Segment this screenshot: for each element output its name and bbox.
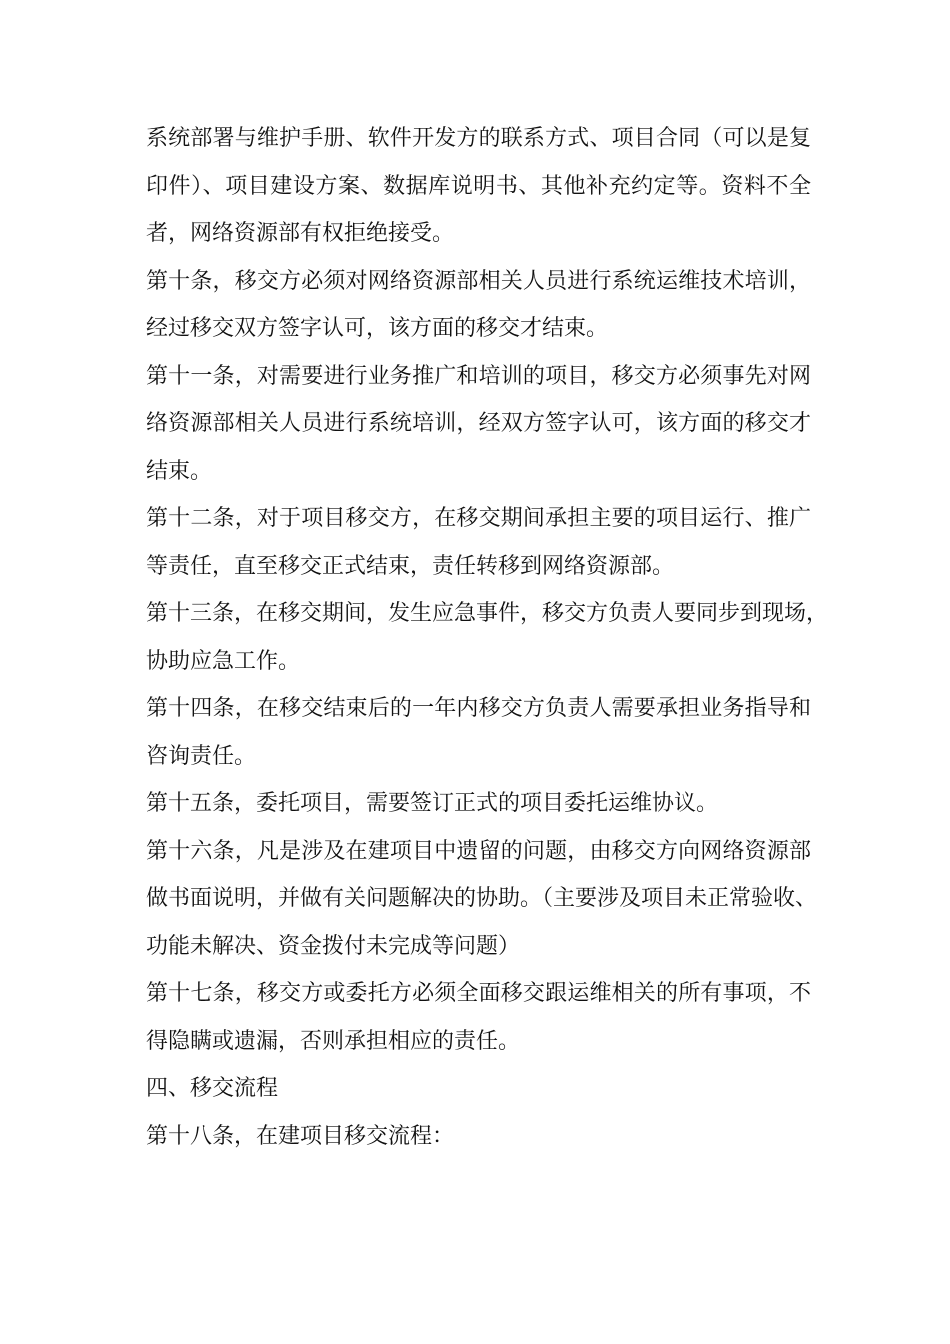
paragraph-line: 第十一条，对需要进行业务推广和培训的项目，移交方必须事先对网	[146, 363, 811, 389]
paragraph-line: 第十六条，凡是涉及在建项目中遗留的问题，由移交方向网络资源部	[146, 838, 811, 864]
paragraph-line: 经过移交双方签字认可，该方面的移交才结束。	[146, 316, 609, 341]
paragraph-line: 功能未解决、资金拨付未完成等问题）	[146, 933, 521, 959]
paragraph-line: 印件）、项目建设方案、数据库说明书、其他补充约定等。资料不全	[146, 173, 811, 199]
paragraph-line: 第十二条，对于项目移交方，在移交期间承担主要的项目运行、推广	[146, 506, 811, 531]
paragraph-line: 协助应急工作。	[146, 648, 301, 674]
paragraph-line: 第十条，移交方必须对网络资源部相关人员进行系统运维技术培训，	[146, 268, 811, 294]
paragraph-line: 第十八条，在建项目移交流程：	[146, 1123, 455, 1149]
paragraph-line: 第十四条，在移交结束后的一年内移交方负责人需要承担业务指导和	[146, 696, 811, 721]
paragraph-line: 者，网络资源部有权拒绝接受。	[146, 221, 455, 246]
section-heading: 四、移交流程	[146, 1076, 279, 1101]
paragraph-line: 第十五条，委托项目，需要签订正式的项目委托运维协议。	[146, 791, 719, 816]
paragraph-line: 系统部署与维护手册、软件开发方的联系方式、项目合同（可以是复	[146, 126, 811, 151]
paragraph-line: 络资源部相关人员进行系统培训，经双方签字认可，该方面的移交才	[146, 411, 811, 436]
paragraph-line: 咨询责任。	[146, 743, 257, 769]
document-body	[146, 115, 829, 1160]
paragraph-line: 得隐瞒或遗漏，否则承担相应的责任。	[146, 1028, 521, 1054]
paragraph-line: 第十三条，在移交期间，发生应急事件，移交方负责人要同步到现场，	[146, 601, 829, 626]
paragraph-line: 结束。	[146, 458, 213, 484]
paragraph-line: 等责任，直至移交正式结束，责任转移到网络资源部。	[146, 553, 675, 579]
paragraph-line: 第十七条，移交方或委托方必须全面移交跟运维相关的所有事项，不	[146, 981, 811, 1006]
paragraph-line: 做书面说明，并做有关问题解决的协助。（主要涉及项目未正常验收、	[146, 886, 818, 911]
